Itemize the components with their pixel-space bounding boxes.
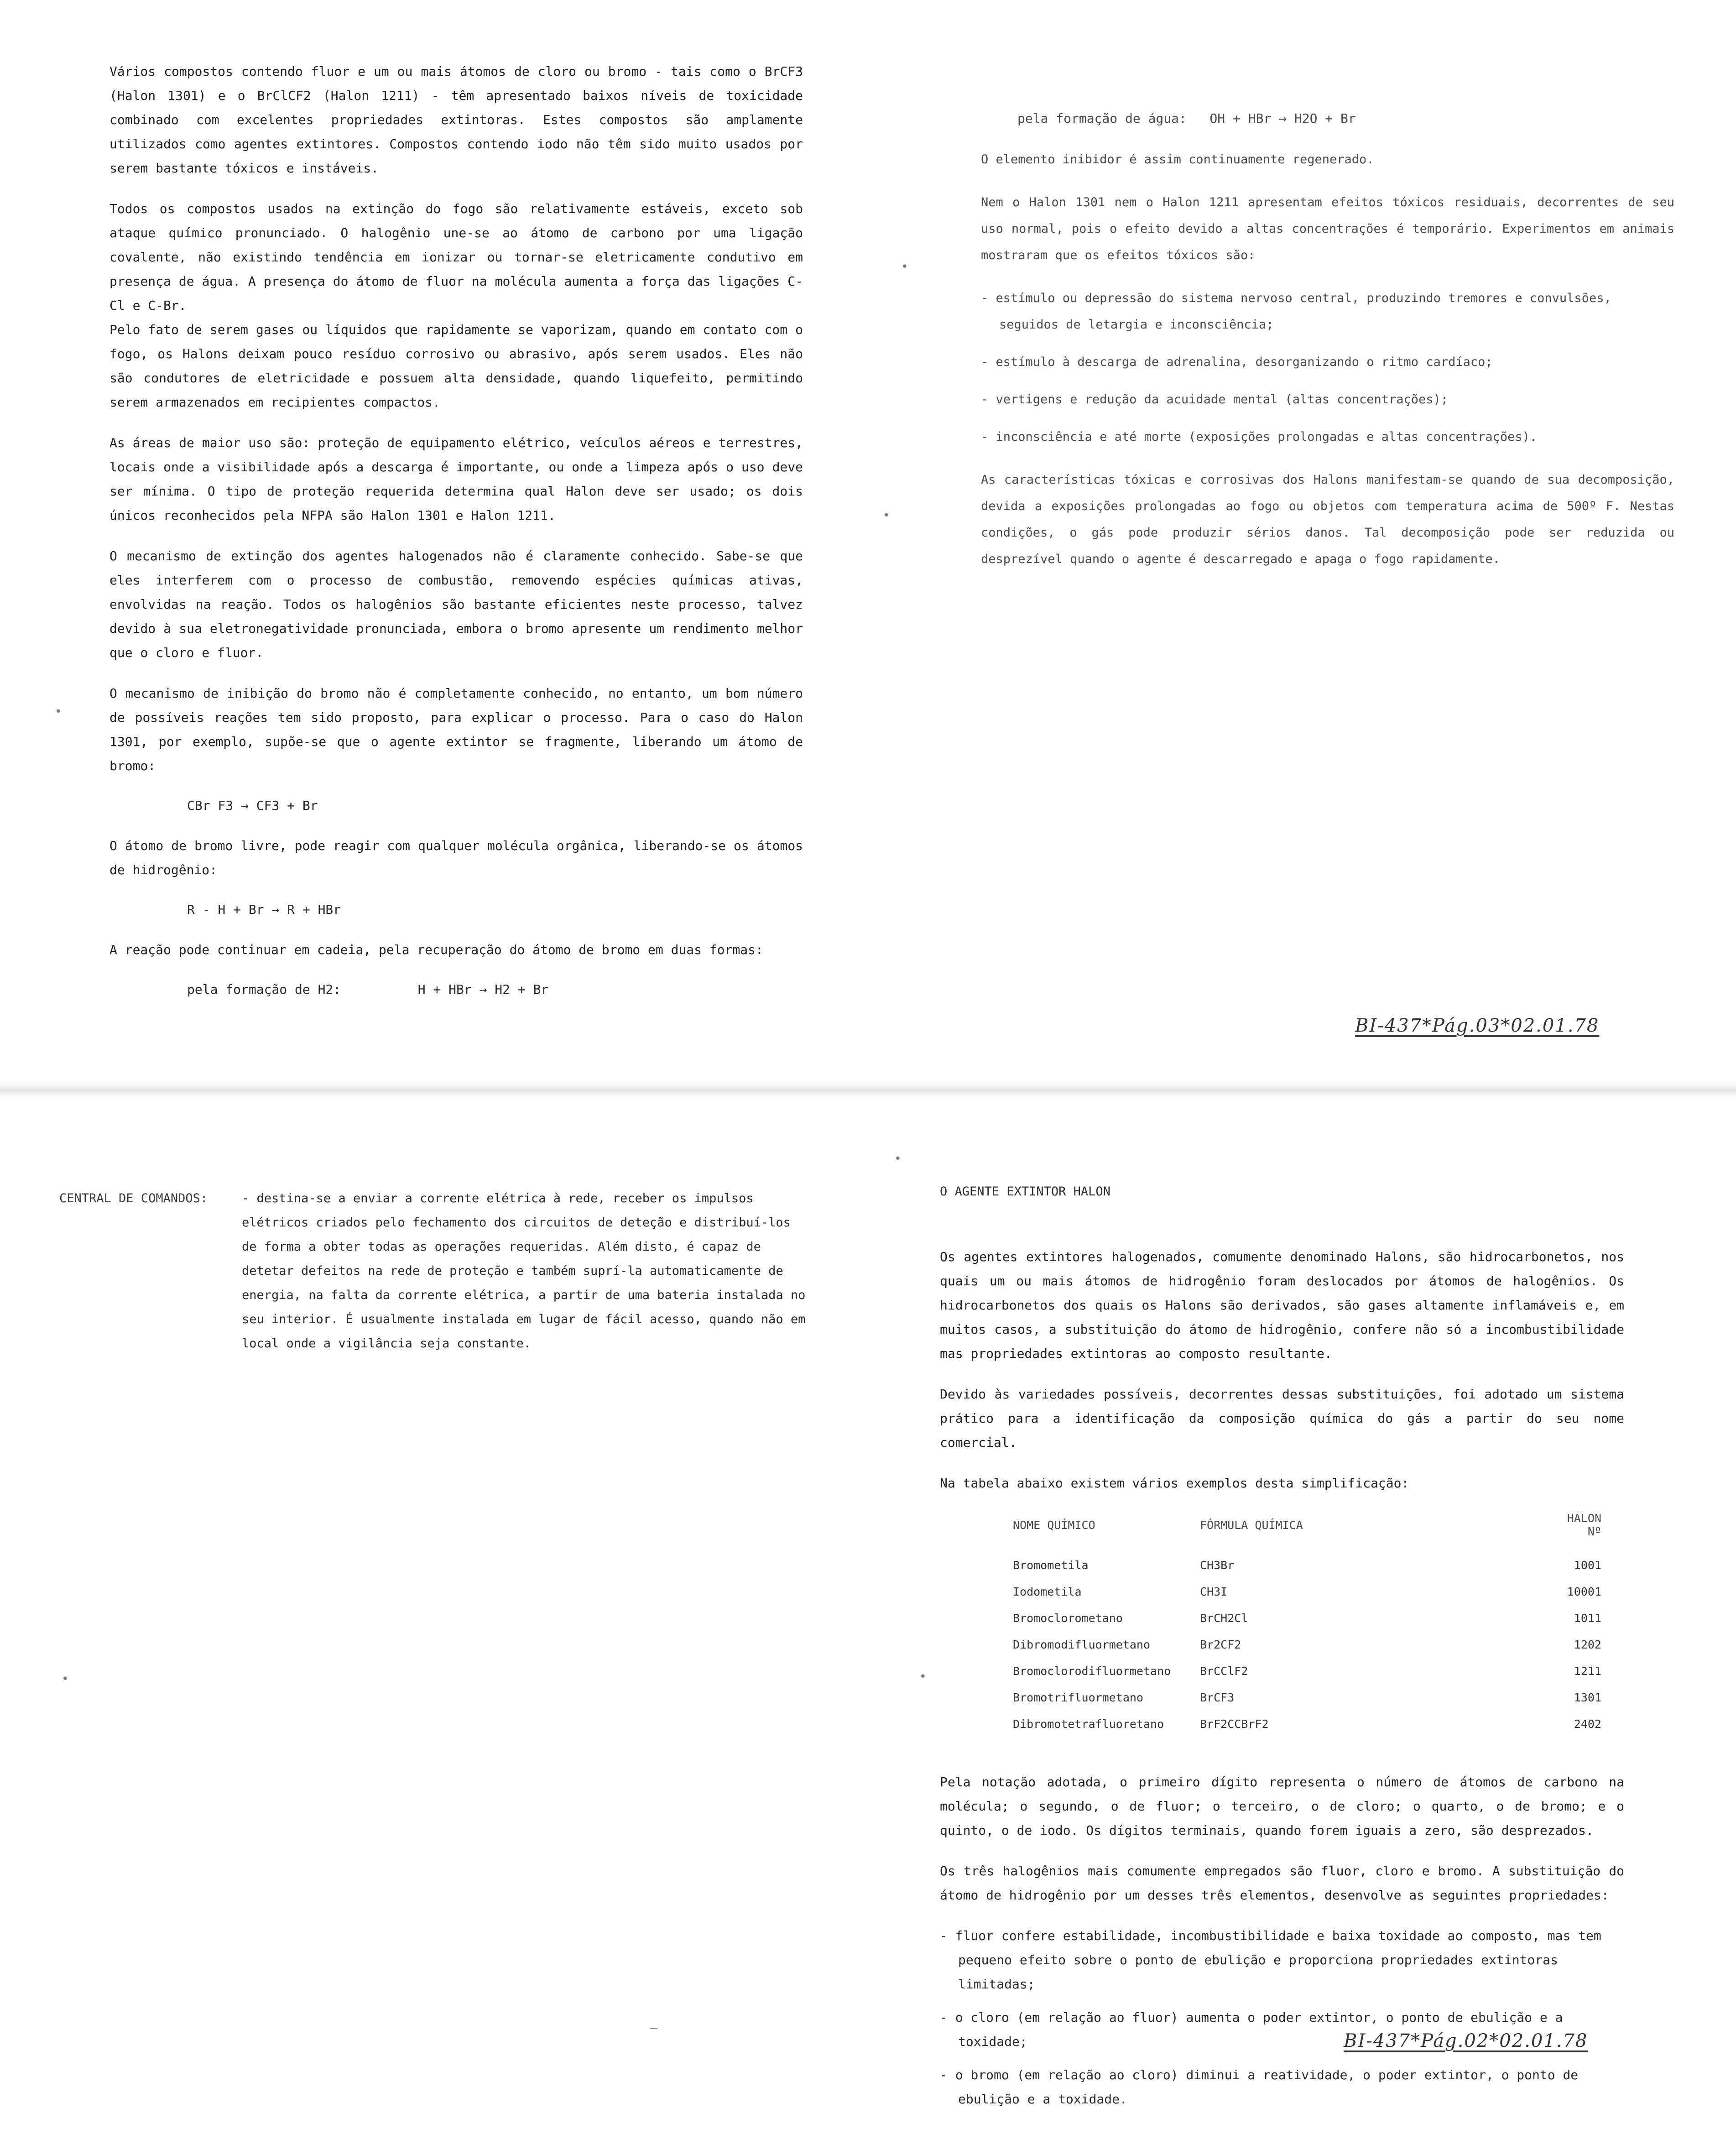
table-cell: 10001 <box>1567 1585 1601 1598</box>
table-cell: 2402 <box>1574 1717 1601 1731</box>
table-cell: BrCClF2 <box>1200 1664 1248 1678</box>
list-item: - estímulo à descarga de adrenalina, desorganizando o ritmo cardíaco; <box>981 355 1493 369</box>
punch-mark: • <box>894 1152 902 1166</box>
paragraph: Devido às variedades possíveis, decorrentes dessas substituições, foi adotado um sistema prático para a identificação da composição química do gás a partir do seu nome comercial. <box>940 1387 1632 1450</box>
table-cell: 1001 <box>1574 1559 1601 1572</box>
table-cell: Dibromodifluormetano <box>1013 1638 1151 1651</box>
table-cell: 1211 <box>1574 1664 1601 1678</box>
page-bottom-right <box>940 1179 1632 2128</box>
paragraph: As áreas de maior uso são: proteção de equipamento elétrico, veículos aéreos e terrestres, locais onde a visibilidade após a descarga é importante, ou onde a limpeza após o uso deve ser mínima. O tipo de proteção requerida determina qual Halon deve ser usado; os dois únicos reconhecidos pela NFPA são Halon 1301 e Halon 1211. <box>109 435 811 523</box>
paragraph: Todos os compostos usados na extinção do fogo são relativamente estáveis, exceto sob ataque químico pronunciado. O halogênio une-se ao átomo de carbono por uma ligação covalente, não existindo tendência em ionizar ou tornar-se eletricamente condutivo em presença de água. A presença do átomo de fluor na molécula aumenta a força das ligações C-Cl e C-Br. Pelo fato de serem gases ou líquidos que rapidamente se vaporizam, quando em contato com o fogo, os Halons deixam pouco resíduo corrosivo ou abrasivo, após serem usados. Eles não são condutores de eletricidade e possuem alta densidade, quando liquefeito, permitindo serem armazenados em recipientes compactos. <box>109 201 803 410</box>
table-cell: Bromoclorodifluormetano <box>1013 1664 1171 1678</box>
table-row <box>1013 1663 1611 1690</box>
page-footer: BI-437*Pág.02*02.01.78 <box>1344 2030 1588 2051</box>
list-item: - fluor confere estabilidade, incombustibilidade e baixa toxidade ao composto, mas tem pequeno efeito sobre o ponto de ebulição e proporciona propriedades extintoras limitadas; <box>940 1928 1609 1992</box>
table-row <box>1013 1716 1611 1743</box>
table-cell: 1301 <box>1574 1691 1601 1704</box>
paragraph: Os três halogênios mais comumente empregados são fluor, cloro e bromo. A substituição do átomo de hidrogênio por um desses três elementos, desenvolve as seguintes propriedades: <box>940 1863 1632 1903</box>
paragraph: O mecanismo de extinção dos agentes halogenados não é claramente conhecido. Sabe-se que eles interferem com o processo de combustão, removendo espécies químicas ativas, envolvidas na reação. Todos os halogênios são bastante eficientes neste processo, talvez devido à sua eletronegatividade pronunciada, embora o bromo apresente um rendimento melhor que o cloro e fluor. <box>109 548 811 660</box>
page-top-left <box>109 59 811 1017</box>
punch-mark: • <box>901 260 908 274</box>
page-fold <box>0 1081 1736 1097</box>
table-cell: CH3Br <box>1200 1559 1235 1572</box>
halon-table <box>1013 1512 1611 1743</box>
table-row <box>1013 1557 1611 1584</box>
punch-mark: • <box>883 509 890 522</box>
page-bottom-left <box>59 1186 813 1356</box>
table-cell: BrCF3 <box>1200 1691 1235 1704</box>
column-header: HALON Nº <box>1567 1512 1601 1538</box>
table-cell: Iodometila <box>1013 1585 1082 1598</box>
chemical-equation: pela formação de H2: H + HBr → H2 + Br <box>187 982 549 997</box>
section-label: CENTRAL DE COMANDOS: <box>59 1191 208 1205</box>
paragraph: O mecanismo de inibição do bromo não é completamente conhecido, no entanto, um bom número de possíveis reações tem sido proposto, para explicar o processo. Para o caso do Halon 1301, por exemplo, supõe-se que o agente extintor se fragmente, liberando um átomo de bromo: <box>109 686 811 773</box>
chemical-equation: CBr F3 → CF3 + Br <box>187 798 318 813</box>
halogen-properties-list <box>940 1924 1624 2111</box>
column-header: NOME QUÍMICO <box>1013 1518 1095 1532</box>
paragraph: Vários compostos contendo fluor e um ou mais átomos de cloro ou bromo - tais como o BrCF3 (Halon 1301) e o BrClCF2 (Halon 1211) - têm apresentado baixos níveis de toxicidade combinado com excelentes propriedades extintoras. Estes compostos são amplamente utilizados como agentes extintores. Compostos contendo iodo não têm sido muito usados por serem bastante tóxicos e instáveis. <box>109 64 811 176</box>
chemical-equation: R - H + Br → R + HBr <box>187 902 341 917</box>
chemical-equation: pela formação de água: OH + HBr → H2O + Br <box>1017 111 1356 126</box>
table-cell: Bromometila <box>1013 1559 1089 1572</box>
table-cell: BrF2CCBrF2 <box>1200 1717 1269 1731</box>
punch-mark: • <box>62 1672 69 1686</box>
table-row <box>1013 1584 1611 1610</box>
list-item: - vertigens e redução da acuidade mental (altas concentrações); <box>981 392 1449 407</box>
table-cell: CH3I <box>1200 1585 1228 1598</box>
table-header-row <box>1013 1512 1611 1557</box>
table-cell: Dibromotetrafluoretano <box>1013 1717 1164 1731</box>
table-cell: Br2CF2 <box>1200 1638 1241 1651</box>
table-cell: Bromoclorometano <box>1013 1612 1123 1625</box>
punch-mark: • <box>919 1670 927 1684</box>
list-item: - o cloro (em relação ao fluor) aumenta o poder extintor, o ponto de ebulição e a toxidade; <box>940 2010 1571 2049</box>
punch-mark: • <box>55 705 62 719</box>
table-cell: BrCH2Cl <box>1200 1612 1248 1625</box>
table-row <box>1013 1690 1611 1716</box>
list-item: - o bromo (em relação ao cloro) diminui a reatividade, o poder extintor, o ponto de ebulição e a toxidade. <box>940 2067 1586 2107</box>
list-item: - estímulo ou depressão do sistema nervoso central, produzindo tremores e convulsões, seguidos de letargia e inconsciência; <box>981 291 1619 332</box>
column-header: FÓRMULA QUÍMICA <box>1200 1518 1303 1532</box>
table-cell: 1011 <box>1574 1612 1601 1625</box>
paragraph: O átomo de bromo livre, pode reagir com qualquer molécula orgânica, liberando-se os átomos de hidrogênio: <box>109 838 811 877</box>
table-row <box>1013 1637 1611 1663</box>
list-item: - inconsciência e até morte (exposições prolongadas e altas concentrações). <box>981 430 1538 444</box>
paragraph: As características tóxicas e corrosivas dos Halons manifestam-se quando de sua decomposição, devida a exposições prolongadas ao fogo ou objetos com temperatura acima de 500º F. Nestas condições, o gás pode produzir sérios danos. Tal decomposição pode ser reduzida ou desprezível quando o agente é descarregado e apaga o fogo rapidamente. <box>981 473 1682 566</box>
table-cell: 1202 <box>1574 1638 1601 1651</box>
section-title: O AGENTE EXTINTOR HALON <box>940 1184 1110 1199</box>
paragraph: Os agentes extintores halogenados, comumente denominado Halons, são hidrocarbonetos, nos quais um ou mais átomos de hidrogênio foram deslocados por átomos de halogênios. Os hidrocarbonetos dos quais os Halons são derivados, são gases altamente inflamáveis e, em muitos casos, a substituição do átomo de hidrogênio, confere não só a incombustibilidade mas propriedades extintoras ao composto resultante. <box>940 1249 1632 1361</box>
page-footer: BI-437*Pág.03*02.01.78 <box>1355 1015 1600 1036</box>
table-cell: Bromotrifluormetano <box>1013 1691 1143 1704</box>
paragraph: Nem o Halon 1301 nem o Halon 1211 apresentam efeitos tóxicos residuais, decorrentes de seu uso normal, pois o efeito devido a altas concentrações é temporário. Experimentos em animais mostraram que os efeitos tóxicos são: <box>981 195 1682 262</box>
paragraph: - destina-se a enviar a corrente elétrica à rede, receber os impulsos elétricos criados pelo fechamento dos circuitos de deteção e distribuí-los de forma a obter todas as operações requeridas. Além disto, é capaz de detetar defeitos na rede de proteção e também suprí-la automaticamente de energia, na falta da corrente elétrica, a partir de uma bateria instalada no seu interior. É usualmente instalada em lugar de fácil acesso, quando não em local onde a vigilância seja constante. <box>242 1191 813 1351</box>
paragraph: Pela notação adotada, o primeiro dígito representa o número de átomos de carbono na molécula; o segundo, o de fluor; o terceiro, o de cloro; o quarto, o de bromo; e o quinto, o de iodo. Os dígitos terminais, quando forem iguais a zero, são desprezados. <box>940 1774 1632 1838</box>
paragraph: A reação pode continuar em cadeia, pela recuperação do átomo de bromo em duas formas: <box>109 942 763 957</box>
paragraph: O elemento inibidor é assim continuamente regenerado. <box>981 152 1374 167</box>
paragraph: Na tabela abaixo existem vários exemplos desta simplificação: <box>940 1476 1409 1491</box>
table-row <box>1013 1610 1611 1637</box>
punch-mark: – <box>650 2021 657 2035</box>
toxic-effects-list <box>981 285 1674 450</box>
page-top-right <box>981 107 1682 589</box>
